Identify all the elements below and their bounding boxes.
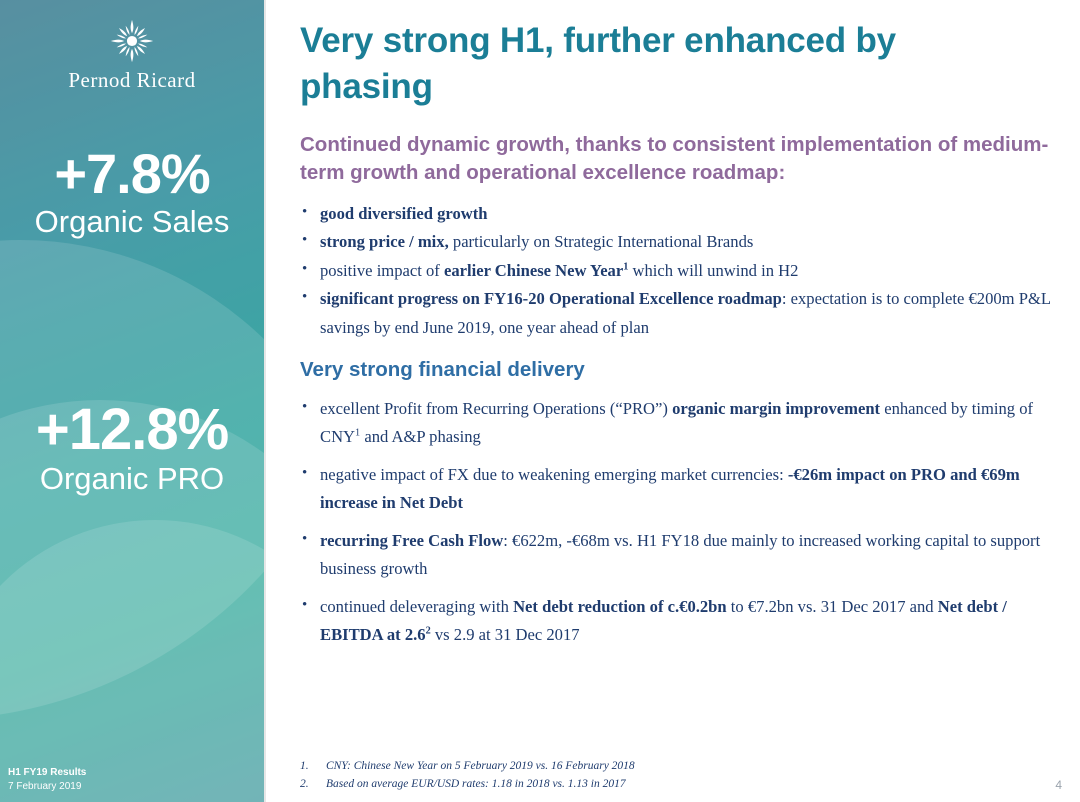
bullet-list-financial: [300, 395, 1052, 650]
footnote-text: Based on average EUR/USD rates: 1.18 in 2018 vs. 1.13 in 2017: [326, 778, 626, 791]
section-heading-financial: Very strong financial delivery: [300, 358, 585, 382]
list-item: • excellent Profit from Recurring Operations (“PRO”) organic margin improvement enhanced by timing of CNY$^1$ and A&P phasing: [300, 395, 1052, 452]
decorative-wave: [0, 0, 264, 720]
page-title: Very strong H1, further enhanced by phasing: [300, 21, 896, 106]
page-number: 4: [1055, 778, 1062, 792]
list-item: • strong price / mix, particularly on Strategic International Brands: [300, 228, 1052, 257]
list-item: • recurring Free Cash Flow: €622m, -€68m vs. H1 FY18 due mainly to increased working capital to support business growth: [300, 527, 1052, 584]
footnote-number: 2.: [300, 778, 309, 791]
footer-title: H1 FY19 Results: [8, 767, 87, 778]
brand-block: [0, 18, 264, 93]
stat-value: +7.8%: [54, 142, 210, 205]
footnote: [300, 776, 635, 794]
stat-label: Organic Sales: [34, 204, 230, 240]
slide-content: [264, 0, 1080, 802]
footnotes: [300, 758, 635, 794]
list-item: • positive impact of earlier Chinese New Year$^1$ which will unwind in H2: [300, 257, 1052, 286]
left-panel: [0, 0, 264, 802]
stat-organic-sales: [0, 142, 264, 240]
stat-organic-pro: [0, 397, 264, 497]
decorative-wave: [0, 520, 264, 802]
list-item: • continued deleveraging with Net debt reduction of c.€0.2bn to €7.2bn vs. 31 Dec 2017 and Net debt / EBITDA at $2.6^2$ vs 2.9 at 31 Dec 2017: [300, 593, 1052, 650]
list-item: • good diversified growth: [300, 200, 1052, 229]
list-item: • negative impact of FX due to weakening emerging market currencies: -€26m impact on PRO and €69m increase in Net Debt: [300, 461, 1052, 518]
brand-name: Pernod Ricard: [68, 68, 196, 92]
bullet-list-growth: [300, 200, 1052, 343]
section-heading-growth: Continued dynamic growth, thanks to consistent implementation of medium-term growth and operational excellence roadmap:: [300, 133, 1049, 185]
sunburst-logo-icon: [109, 18, 155, 64]
footnote-number: 1.: [300, 760, 309, 773]
footnote-text: CNY: Chinese New Year on 5 February 2019 vs. 16 February 2018: [326, 760, 635, 773]
stat-label: Organic PRO: [39, 461, 225, 497]
slide-footer: [8, 766, 86, 794]
footer-date: 7 February 2019: [8, 781, 82, 792]
footnote: [300, 758, 635, 776]
stat-value: +12.8%: [35, 397, 229, 462]
decorative-wave: [0, 240, 264, 802]
list-item: • significant progress on FY16-20 Operational Excellence roadmap: expectation is to complete €200m P&L savings by end June 2019, one year ahead of plan: [300, 285, 1052, 342]
